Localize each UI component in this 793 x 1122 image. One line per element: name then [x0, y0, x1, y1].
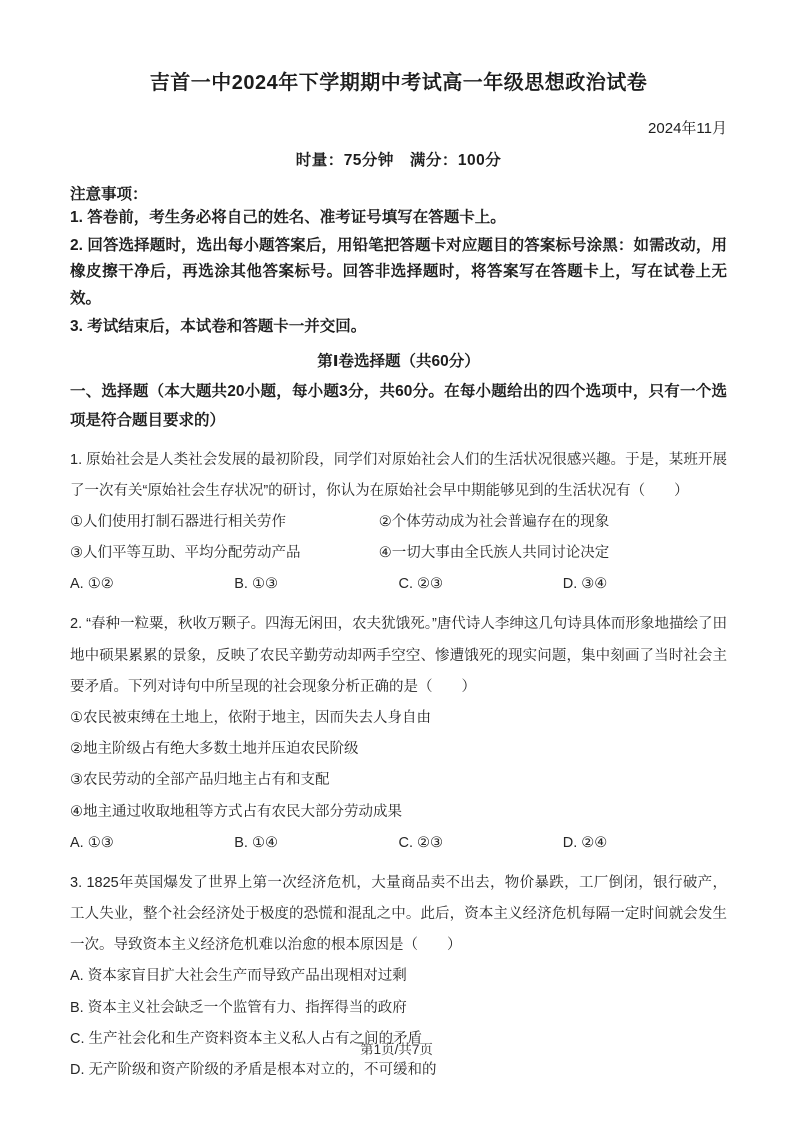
question-1-option-row-2 [70, 538, 727, 569]
notice-item-1: 1. 答卷前，考生务必将自己的姓名、准考证号填写在答题卡上。 [70, 209, 506, 226]
choice-b: B. ①④ [234, 834, 278, 851]
choice-d: D. ②④ [562, 834, 608, 851]
choice-d: D. ③④ [562, 576, 608, 593]
section-intro: 一、选择题（本大题共20小题，每小题3分，共60分。在每小题给出的四个选项中，只有一个选项是符合题目要求的） [70, 383, 727, 429]
question-3-stem: 3. 1825年英国爆发了世界上第一次经济危机，大量商品卖不出去，物价暴跌，工厂倒闭，银行破产，工人失业，整个社会经济处于极度的恐慌和混乱之中。此后，资本主义经济危机每隔一定时间就会发生一次。导致资本主义经济危机难以治愈的根本原因是（ ） [70, 874, 727, 954]
question-1 [70, 445, 727, 601]
statement-2: ②地主阶级占有绝大多数土地并压迫农民阶级 [70, 741, 359, 758]
question-2 [70, 609, 727, 858]
choice-b: B. 资本主义社会缺乏一个监管有力、指挥得当的政府 [70, 999, 407, 1016]
choice-d: D. 无产阶级和资产阶级的矛盾是根本对立的，不可缓和的 [70, 1061, 437, 1078]
choice-a: A. 资本家盲目扩大社会生产而导致产品出现相对过剩 [70, 968, 407, 985]
page-title: 吉首一中2024年下学期期中考试高一年级思想政治试卷 [149, 72, 648, 94]
choice-b: B. ①③ [234, 576, 278, 593]
exam-date: 2024年11月 [648, 120, 727, 137]
option-item-1: ①人们使用打制石器进行相关劳作 [70, 513, 286, 530]
question-1-choices [70, 569, 727, 600]
notice-item-2: 2. 回答选择题时，选出每小题答案后，用铅笔把答题卡对应题目的答案标号涂黑：如需改动，用橡皮擦干净后，再选涂其他答案标号。回答非选择题时，将答案写在答题卡上，写在试卷上无效。 [70, 236, 727, 307]
question-1-option-row-1 [70, 507, 727, 538]
statement-3: ③农民劳动的全部产品归地主占有和支配 [70, 772, 330, 789]
choice-a: A. ①③ [70, 834, 114, 851]
choice-a: A. ①② [70, 576, 114, 593]
option-item-3: ③人们平等互助、平均分配劳动产品 [70, 545, 301, 562]
question-2-stem: 2. “春种一粒粟，秋收万颗子。四海无闲田，农夫犹饿死。”唐代诗人李绅这几句诗具体而形象地描绘了田地中硕果累累的景象，反映了农民辛勤劳动却两手空空、惨遭饿死的现实问题，集中刻画了当时社会主要矛盾。下列对诗句中所呈现的社会现象分析正确的是（ ） [70, 616, 727, 695]
choice-c: C. ②③ [398, 834, 444, 851]
question-2-choices [70, 828, 727, 859]
notice-heading: 注意事项： [70, 186, 148, 203]
option-item-4: ④一切大事由全氏族人共同讨论决定 [378, 545, 610, 562]
page-footer: 第1页/共7页 [360, 1042, 433, 1057]
option-item-2: ②个体劳动成为社会普遍存在的现象 [378, 513, 610, 530]
choice-c: C. ②③ [398, 576, 444, 593]
choice-c: C. 生产社会化和生产资料资本主义私人占有之间的矛盾 [70, 1030, 423, 1047]
question-1-stem: 1. 原始社会是人类社会发展的最初阶段，同学们对原始社会人们的生活状况很感兴趣。于是，某班开展了一次有关“原始社会生存状况”的研讨，你认为在原始社会早中期能够见到的生活状况有（ ） [70, 451, 727, 499]
exam-duration-score: 时量：75分钟 满分：100分 [295, 152, 502, 169]
statement-1: ①农民被束缚在土地上，依附于地主，因而失去人身自由 [70, 710, 431, 726]
notice-item-3: 3. 考试结束后，本试卷和答题卡一并交回。 [70, 317, 367, 335]
section-title: 第Ⅰ卷选择题（共60分） [317, 353, 480, 371]
statement-4: ④地主通过收取地租等方式占有农民大部分劳动成果 [70, 803, 402, 820]
